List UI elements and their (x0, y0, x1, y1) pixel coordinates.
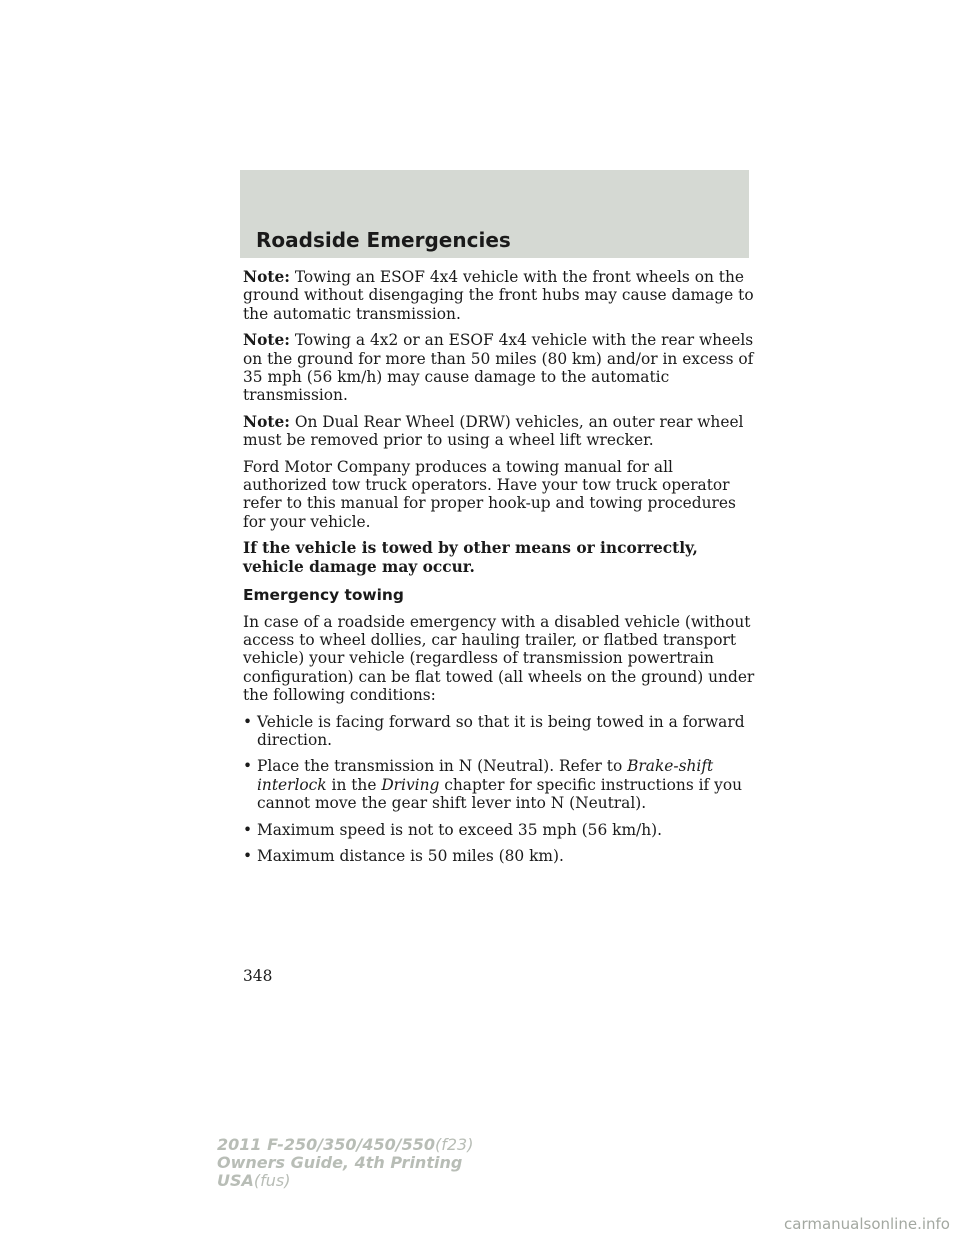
footer-line: 2011 F-250/350/450/550(f23) (217, 1135, 474, 1154)
note-paragraph (243, 413, 755, 450)
list-item: • Maximum distance is 50 miles (80 km). (243, 846, 564, 865)
note-label: Note: (243, 268, 290, 286)
note-paragraph (243, 331, 755, 405)
footer-line: USA(fus) (217, 1171, 291, 1190)
bullet-icon: • (243, 712, 253, 731)
cross-reference: Driving (381, 775, 440, 794)
page-title: Roadside Emergencies (256, 228, 511, 252)
page-number: 348 (243, 967, 273, 985)
note-label: Note: (243, 412, 290, 431)
bullet-icon: • (243, 757, 253, 776)
header-band (240, 170, 749, 258)
bullet-icon: • (243, 820, 253, 839)
damage-warning: If the vehicle is towed by other means or incorrectly, vehicle damage may occur. (243, 539, 698, 576)
note-text: Towing a 4x2 or an ESOF 4x4 vehicle with the rear wheels on the ground for more than 50 miles (80 km) and/or in excess of 35 mph (56 km/h) may cause damage to the automatic transmission. (243, 331, 754, 405)
list-item: • Place the transmission in N (Neutral). Refer to Brake-shift interlock in the Driving chapter for specific instructions if you cannot move the gear shift lever into N (Neutral). (243, 757, 743, 813)
footer-line: Owners Guide, 4th Printing (217, 1153, 463, 1172)
note-label: Note: (243, 331, 290, 350)
watermark: carmanualsonline.info (784, 1215, 950, 1233)
document-footer (217, 1136, 473, 1190)
towing-manual-paragraph: Ford Motor Company produces a towing manual for all authorized tow truck operators. Have your tow truck operator refer to this manual for proper hook-up and towing procedures for your vehicle. (243, 457, 736, 531)
cross-reference: Brake-shift interlock (257, 757, 714, 794)
conditions-list (243, 713, 755, 866)
section-heading: Emergency towing (243, 586, 404, 605)
note-text: Towing an ESOF 4x4 vehicle with the front wheels on the ground without disengaging the front hubs may cause damage to the automatic transmission. (243, 268, 754, 323)
list-item: • Vehicle is facing forward so that it is being towed in a forward direction. (243, 712, 745, 749)
list-item: • Maximum speed is not to exceed 35 mph (56 km/h). (243, 820, 663, 839)
note-paragraph (243, 268, 755, 323)
note-text: On Dual Rear Wheel (DRW) vehicles, an outer rear wheel must be removed prior to using a wheel lift wrecker. (243, 412, 744, 450)
bullet-icon: • (243, 846, 253, 865)
section-intro: In case of a roadside emergency with a disabled vehicle (without access to wheel dollies, car hauling trailer, or flatbed transport vehicle) your vehicle (regardless of transmission powertrain configuration) can be flat towed (all wheels on the ground) under the following conditions: (243, 612, 755, 705)
content (243, 268, 755, 873)
